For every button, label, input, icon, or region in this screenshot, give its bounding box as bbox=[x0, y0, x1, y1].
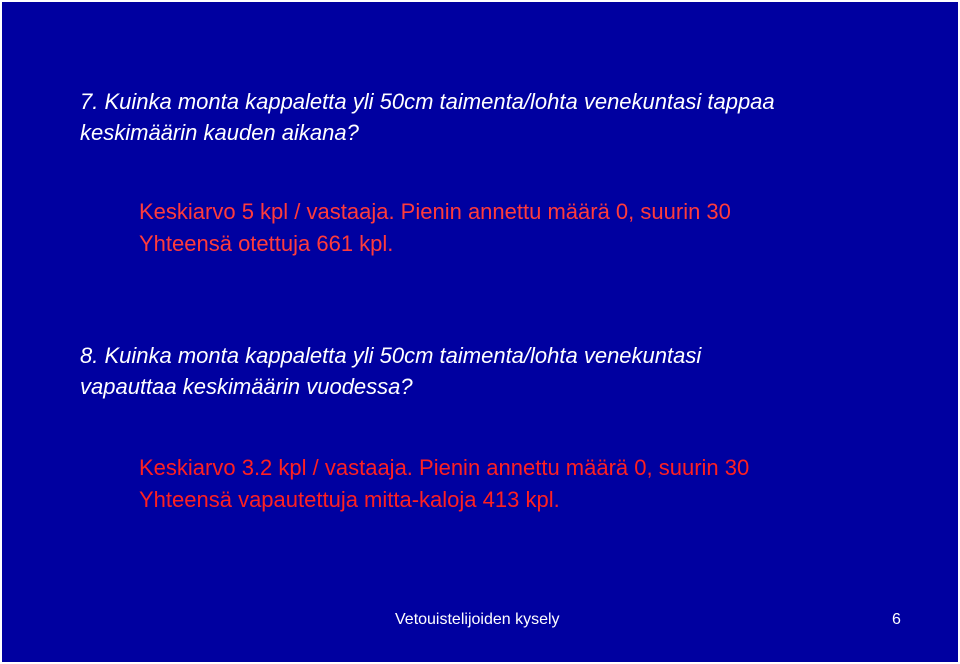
answer-8-line-1: Keskiarvo 3.2 kpl / vastaaja. Pienin annettu määrä 0, suurin 30 bbox=[139, 455, 750, 480]
question-7-line-1: 7. Kuinka monta kappaletta yli 50cm taimenta/lohta venekuntasi tappaa bbox=[80, 89, 775, 114]
answer-7-line-2: Yhteensä otettuja 661 kpl. bbox=[139, 231, 394, 256]
question-8-line-2: vapauttaa keskimäärin vuodessa? bbox=[80, 374, 413, 399]
question-7-line-2: keskimäärin kauden aikana? bbox=[80, 120, 359, 145]
question-8 bbox=[80, 340, 701, 402]
question-8-line-1: 8. Kuinka monta kappaletta yli 50cm taimenta/lohta venekuntasi bbox=[80, 343, 702, 368]
answer-7-line-1: Keskiarvo 5 kpl / vastaaja. Pienin annettu määrä 0, suurin 30 bbox=[139, 199, 731, 224]
question-7 bbox=[80, 86, 775, 148]
answer-8-line-2: Yhteensä vapautettuja mitta-kaloja 413 kpl. bbox=[139, 487, 560, 512]
answer-8 bbox=[139, 452, 749, 516]
page-number: 6 bbox=[892, 611, 901, 628]
answer-7 bbox=[139, 196, 731, 260]
footer-title: Vetouistelijoiden kysely bbox=[395, 611, 560, 628]
